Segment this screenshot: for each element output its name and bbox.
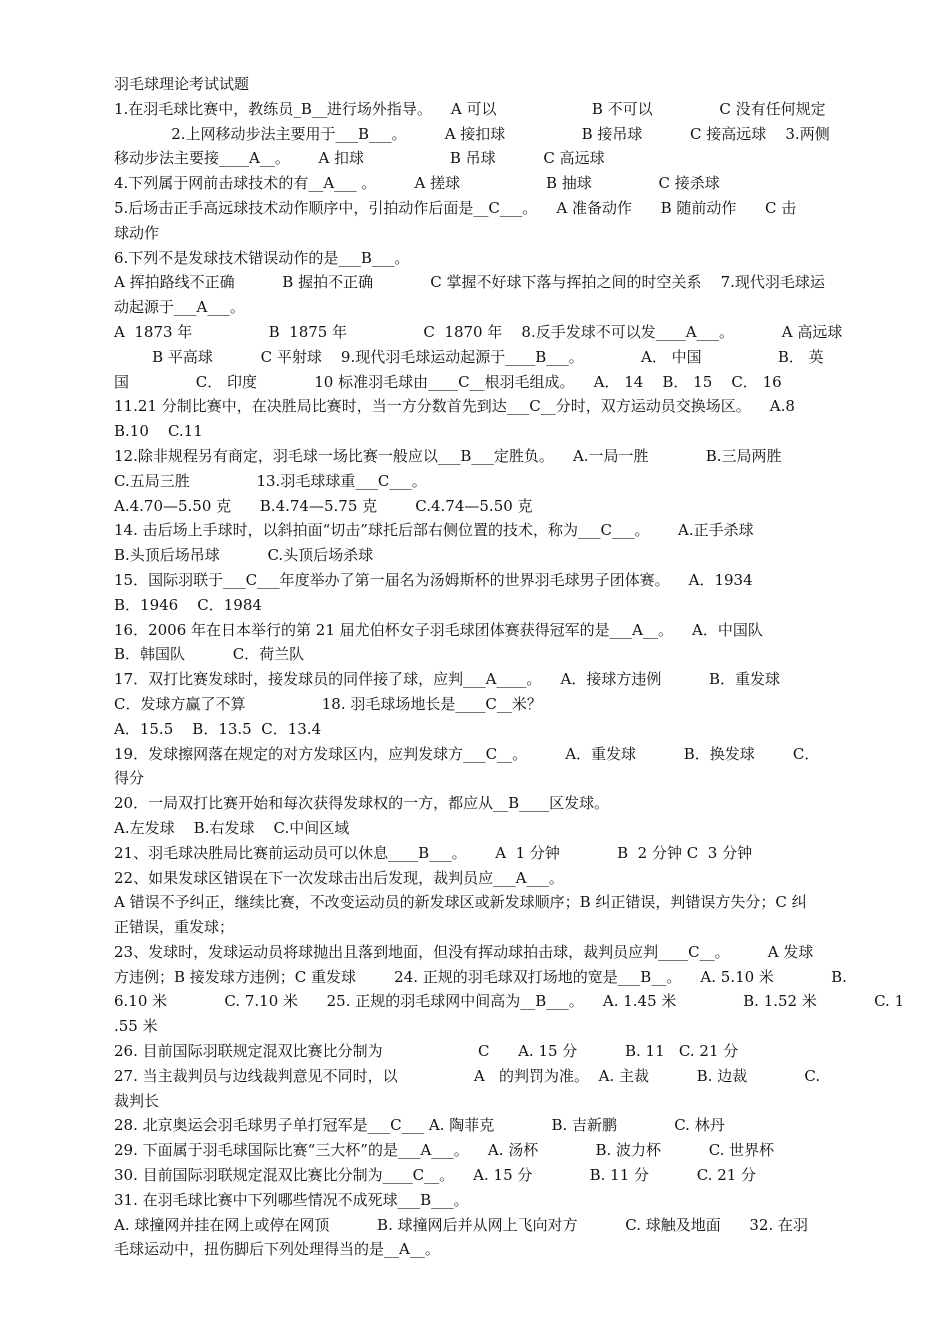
text-line: A 1873 年 B 1875 年 C 1870 年 8.反手发球不可以发____A___。 A 高远球 (114, 322, 843, 341)
text-line: 1.在羽毛球比赛中，教练员_B__进行场外指导。 A 可以 B 不可以 C 没有任何规定 (114, 99, 826, 118)
text-line: 14. 击后场上手球时，以斜拍面“切击”球托后部右侧位置的技术，称为___C___。 A.正手杀球 (114, 521, 754, 540)
text-line: 19．发球擦网落在规定的对方发球区内，应判发球方___C__。 A．重发球 B．换发球 C． (114, 744, 820, 763)
text-line: 得分 (114, 769, 145, 788)
exam-document (114, 72, 905, 1262)
text-line: 动起源于___A___。 (114, 298, 245, 317)
text-line: A.4.70—5.50 克 B.4.74—5.75 克 C.4.74—5.50 克 (114, 496, 533, 515)
text-line: 21、羽毛球决胜局比赛前运动员可以休息____B___。 A 1 分钟 B 2 分钟 C 3 分钟 (114, 843, 753, 862)
document-title: 羽毛球理论考试试题 (114, 75, 250, 93)
text-line: A 错误不予纠正，继续比赛，不改变运动员的新发球区或新发球顺序；B 纠正错误，判错误方失分；C 纠 (114, 893, 807, 912)
text-line: 球动作 (114, 223, 160, 242)
text-line: C．发球方赢了不算 18. 羽毛球场地长是____C__米？ (114, 694, 542, 713)
text-line: 29. 下面属于羽毛球国际比赛“三大杯”的是___A___。 A. 汤杯 B. 波力杯 C. 世界杯 (114, 1141, 775, 1160)
text-line: B．1946 C．1984 (114, 595, 262, 614)
text-line: 17．双打比赛发球时，接发球员的同伴接了球，应判___A____。 A．接球方违例 B．重发球 (114, 670, 781, 689)
text-line: 30. 目前国际羽联规定混双比赛比分制为____C__。 A. 15 分 B. 11 分 C. 21 分 (114, 1166, 757, 1185)
text-line: 2.上网移动步法主要用于___B___。 A 接扣球 B 接吊球 C 接高远球 3.两侧 (114, 124, 830, 143)
text-line: 6.下列不是发球技术错误动作的是___B___。 (114, 248, 410, 267)
text-line: 20．一局双打比赛开始和每次获得发球权的一方，都应从__B____区发球。 (114, 794, 610, 813)
text-line: 11.21 分制比赛中，在决胜局比赛时，当一方分数首先到达___C__分时，双方运动员交换场区。 A.8 (114, 397, 795, 416)
text-line: .55 米 (114, 1017, 158, 1036)
text-line: 16．2006 年在日本举行的第 21 届尤伯杯女子羽毛球团体赛获得冠军的是___A__。 A．中国队 (114, 620, 763, 639)
text-line: 26. 目前国际羽联规定混双比赛比分制为 C A. 15 分 B. 11 C. 21 分 (114, 1042, 739, 1061)
text-line: 23、发球时，发球运动员将球抛出且落到地面，但没有挥动球拍击球，裁判员应判____C__。 A 发球 (114, 942, 814, 961)
text-line: 22、如果发球区错误在下一次发球击出后发现，裁判员应___A___。 (114, 868, 564, 887)
text-line: 国 C． 印度 10 标准羽毛球由____C__根羽毛组成。 A． 14 B． 15 C． 16 (114, 372, 782, 391)
text-line: B 平高球 C 平射球 9.现代羽毛球运动起源于____B___。 A． 中国 B． 英 (114, 347, 824, 366)
text-line: 15．国际羽联于___C___年度举办了第一届名为汤姆斯杯的世界羽毛球男子团体赛。 A．1934 (114, 570, 753, 589)
text-line: 正错误，重发球； (114, 918, 235, 937)
text-line: 12.除非规程另有商定，羽毛球一场比赛一般应以___B___定胜负。 A.一局一胜 B.三局两胜 (114, 446, 782, 465)
text-line: A. 球撞网并挂在网上或停在网顶 B. 球撞网后并从网上飞向对方 C. 球触及地面 32. 在羽 (114, 1215, 809, 1234)
text-line: B.头顶后场吊球 C.头顶后场杀球 (114, 546, 374, 565)
text-line: 4.下列属于网前击球技术的有__A___ 。 A 搓球 B 抽球 C 接杀球 (114, 174, 720, 193)
question-lines (114, 97, 905, 1262)
text-line: C.五局三胜 13.羽毛球球重___C___。 (114, 471, 427, 490)
text-line: 28. 北京奥运会羽毛球男子单打冠军是___C___ A. 陶菲克 B. 吉新鹏 C. 林丹 (114, 1116, 725, 1135)
text-line: 毛球运动中，扭伤脚后下列处理得当的是__A__。 (114, 1240, 440, 1259)
text-line: 6.10 米 C. 7.10 米 25. 正规的羽毛球网中间高为__B___。 A. 1.45 米 B. 1.52 米 C. 1 (114, 992, 905, 1011)
text-line: A 挥拍路线不正确 B 握拍不正确 C 掌握不好球下落与挥拍之间的时空关系 7.现代羽毛球运 (114, 273, 825, 292)
text-line: B.10 C.11 (114, 422, 203, 441)
text-line: 方违例；B 接发球方违例；C 重发球 24. 正规的羽毛球双打场地的宽是___B__。 A. 5.10 米 B. (114, 967, 847, 986)
text-line: 27. 当主裁判员与边线裁判意见不同时，以 A 的判罚为准。 A. 主裁 B. 边裁 C. (114, 1066, 821, 1085)
text-line: 5.后场击正手高远球技术动作顺序中，引拍动作后面是__C___。 A 准备动作 B 随前动作 C 击 (114, 198, 797, 217)
text-line: A.左发球 B.右发球 C.中间区域 (114, 818, 350, 837)
text-line: B．韩国队 C．荷兰队 (114, 645, 305, 664)
text-line: 裁判长 (114, 1091, 160, 1110)
text-line: A．15.5 B．13.5 C．13.4 (114, 719, 322, 738)
text-line: 移动步法主要接____A__。 A 扣球 B 吊球 C 高远球 (114, 149, 605, 168)
text-line: 31. 在羽毛球比赛中下列哪些情况不成死球___B___。 (114, 1190, 469, 1209)
